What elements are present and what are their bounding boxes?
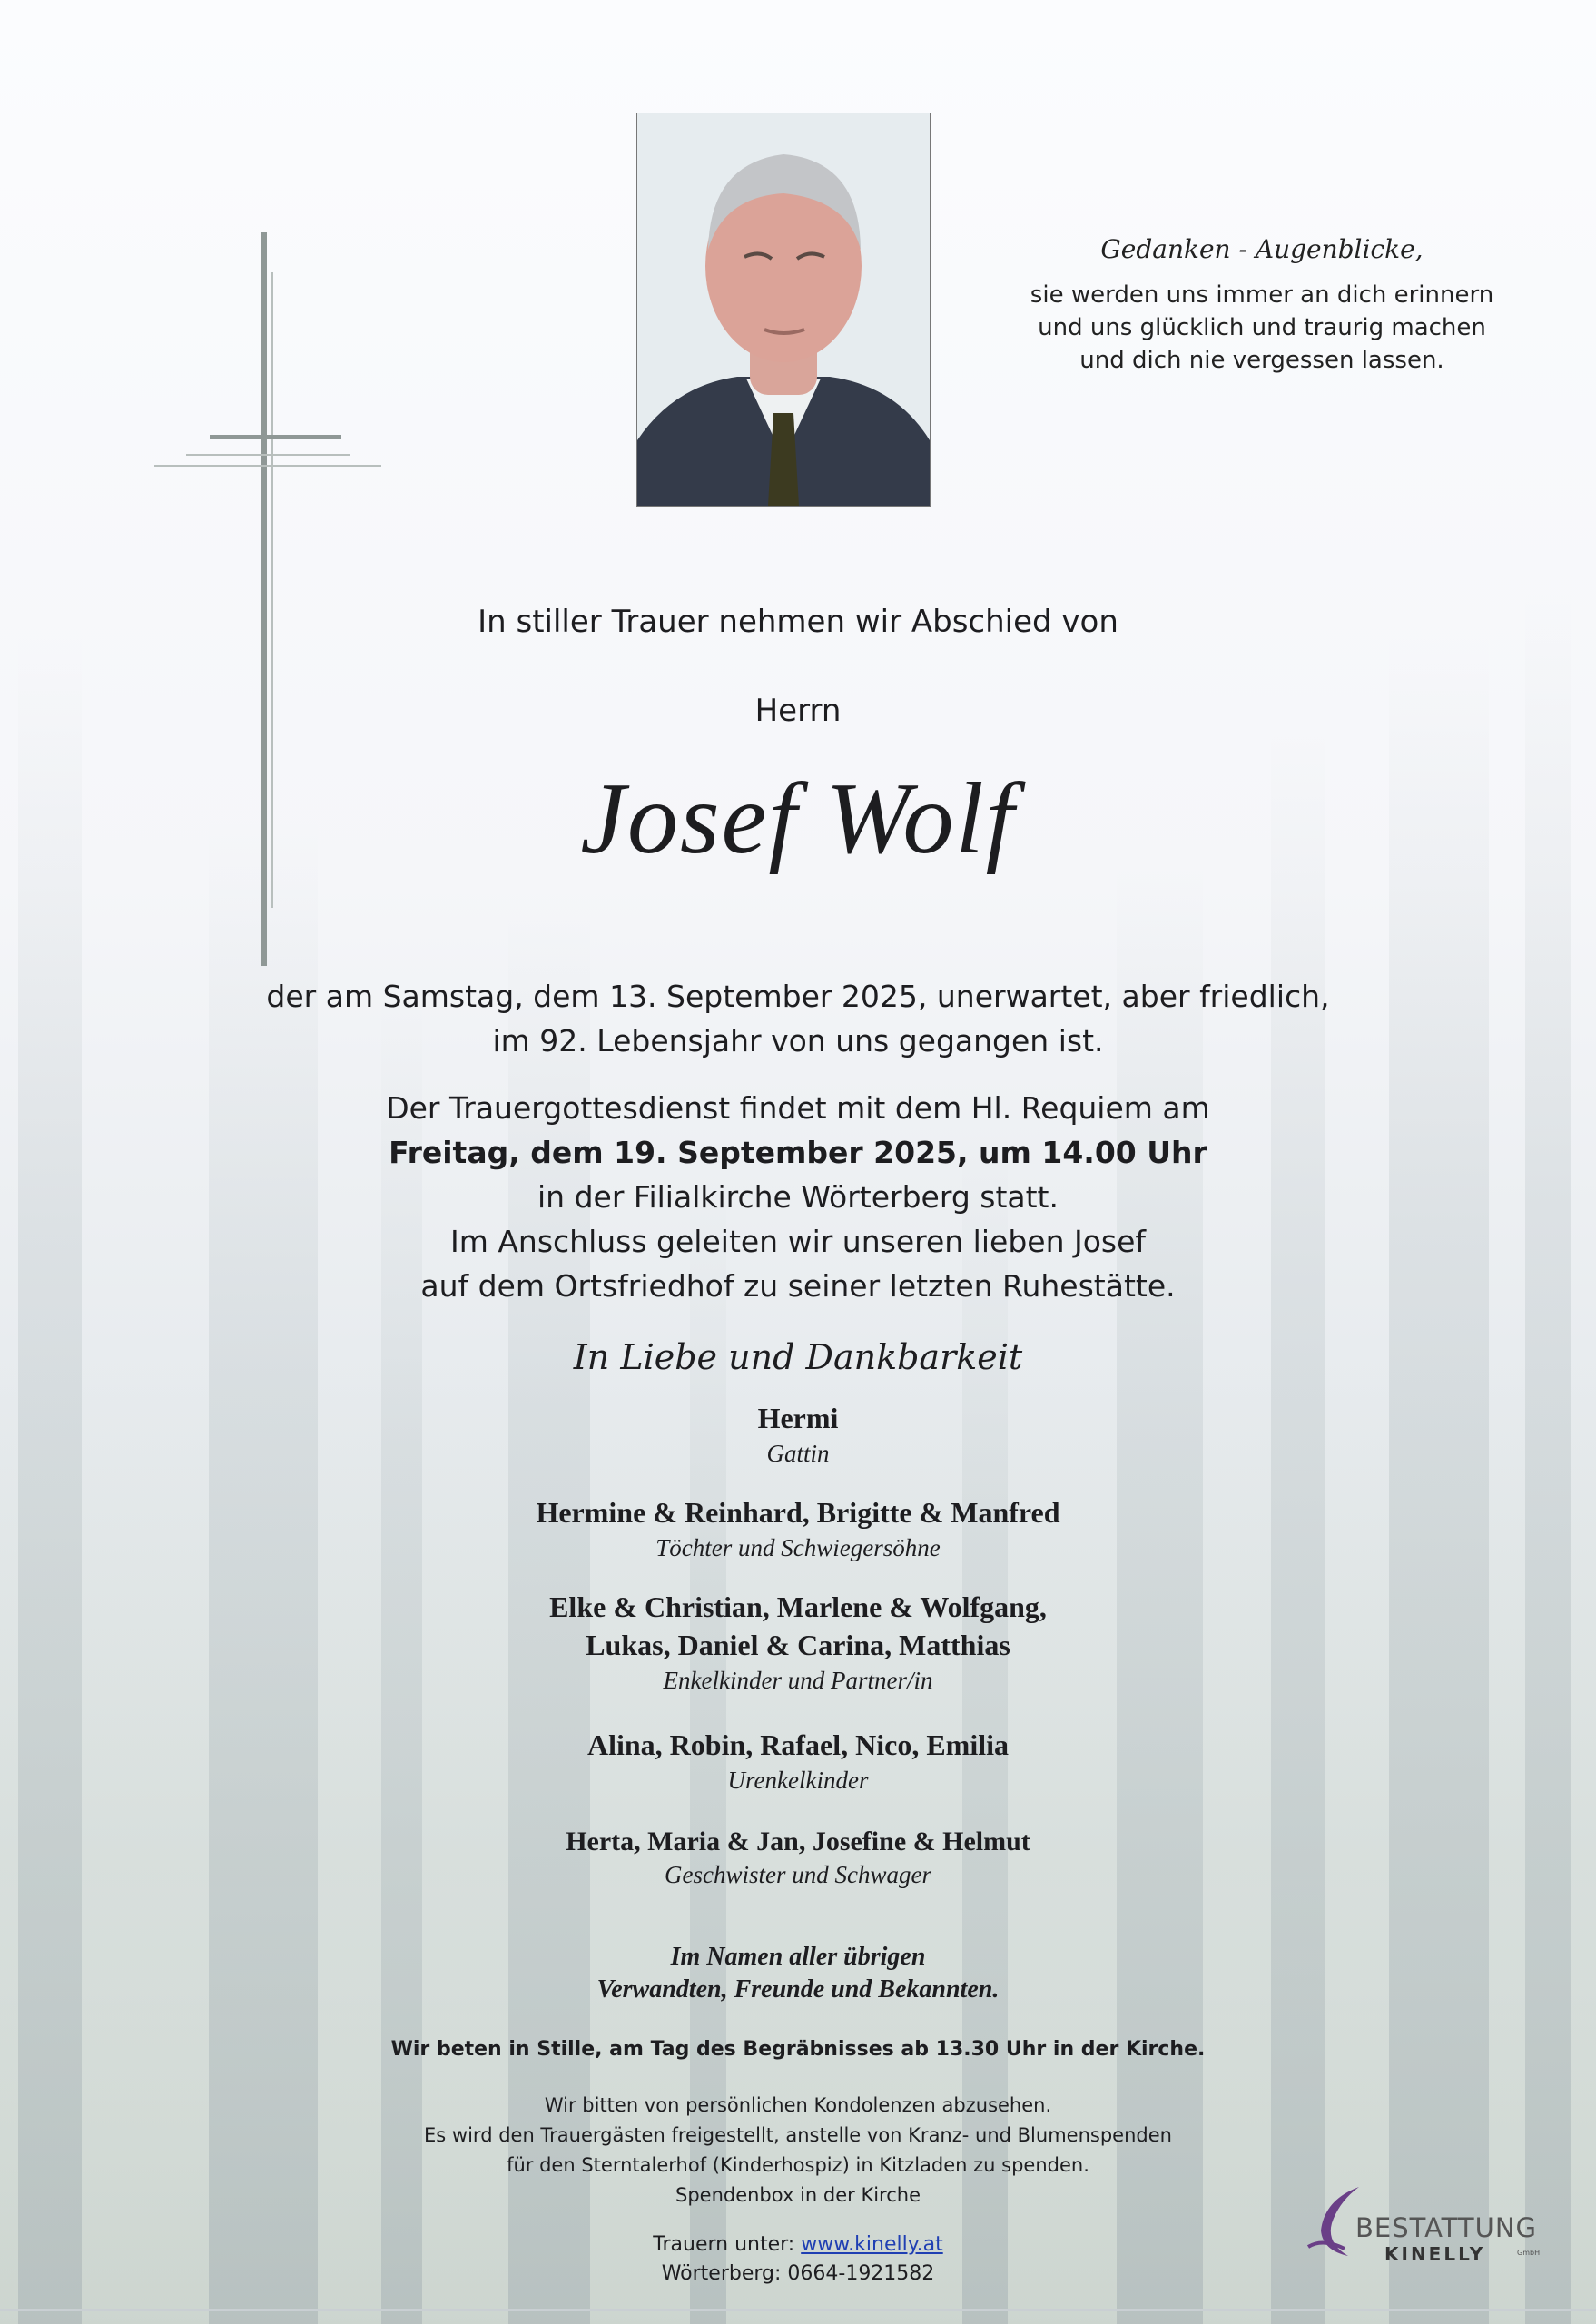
footer-website-link[interactable]: www.kinelly.at xyxy=(801,2233,943,2256)
mourner-relation: Gattin xyxy=(766,1440,830,1467)
quote-line: sie werden uns immer an dich erinnern xyxy=(1030,281,1494,309)
intro-text: In stiller Trauer nehmen wir Abschied von xyxy=(478,604,1118,640)
family-note: Im Namen aller übrigen xyxy=(670,1943,926,1971)
logo-suffix: GmbH xyxy=(1517,2249,1541,2257)
bestattung-kinelly-logo xyxy=(1305,2183,1541,2265)
mourner-names: Alina, Robin, Rafael, Nico, Emilia xyxy=(586,1728,1009,1761)
service-line: in der Filialkirche Wörterberg statt. xyxy=(537,1179,1059,1215)
mourner-names: Lukas, Daniel & Carina, Matthias xyxy=(586,1629,1010,1661)
footer-phone: Wörterberg: 0664-1921582 xyxy=(661,2262,935,2285)
mourner-names: Herta, Maria & Jan, Josefine & Helmut xyxy=(566,1827,1030,1856)
deceased-portrait-photo xyxy=(636,113,931,507)
death-line: der am Samstag, dem 13. September 2025, unerwartet, aber friedlich, xyxy=(266,979,1330,1014)
service-date: Freitag, dem 19. September 2025, um 14.00 Uhr xyxy=(389,1135,1207,1170)
closing-phrase: In Liebe und Dankbarkeit xyxy=(573,1337,1023,1377)
mourner-names: Elke & Christian, Marlene & Wolfgang, xyxy=(549,1590,1047,1623)
mourner-relation: Enkelkinder und Partner/in xyxy=(663,1667,933,1694)
service-line: Im Anschluss geleiten wir unseren lieben Josef xyxy=(449,1224,1147,1259)
service-line: auf dem Ortsfriedhof zu seiner letzten Ruhestätte. xyxy=(420,1268,1176,1304)
bottom-rule xyxy=(0,2309,1596,2311)
logo-line2: KINELLY xyxy=(1384,2243,1486,2265)
mourner-relation: Töchter und Schwiegersöhne xyxy=(655,1534,941,1561)
logo-line1: BESTATTUNG xyxy=(1355,2212,1537,2243)
quote-line: und uns glücklich und traurig machen xyxy=(1038,314,1486,341)
donation-note: Wir bitten von persönlichen Kondolenzen abzusehen. xyxy=(544,2094,1052,2116)
prayer-note: Wir beten in Stille, am Tag des Begräbnisses ab 13.30 Uhr in der Kirche. xyxy=(390,2038,1206,2061)
family-note: Verwandten, Freunde und Bekannten. xyxy=(596,1975,1000,2004)
donation-note: Spendenbox in der Kirche xyxy=(675,2184,921,2206)
honorific: Herrn xyxy=(754,693,842,729)
mourner-relation: Urenkelkinder xyxy=(727,1767,869,1794)
footer-trauern-label: Trauern unter: xyxy=(653,2233,802,2256)
mourner-relation: Geschwister und Schwager xyxy=(665,1861,931,1888)
service-line: Der Trauergottesdienst findet mit dem Hl. Requiem am xyxy=(386,1090,1210,1126)
deceased-name: Josef Wolf xyxy=(580,763,1016,875)
quote-title: Gedanken - Augenblicke, xyxy=(1100,234,1424,264)
quote-line: und dich nie vergessen lassen. xyxy=(1079,347,1444,374)
donation-note: für den Sterntalerhof (Kinderhospiz) in Kitzladen zu spenden. xyxy=(507,2154,1089,2176)
donation-note: Es wird den Trauergästen freigestellt, anstelle von Kranz- und Blumenspenden xyxy=(424,2124,1172,2146)
mourner-names: Hermine & Reinhard, Brigitte & Manfred xyxy=(536,1496,1060,1529)
death-line: im 92. Lebensjahr von uns gegangen ist. xyxy=(492,1023,1104,1059)
mourner-names: Hermi xyxy=(757,1402,839,1434)
